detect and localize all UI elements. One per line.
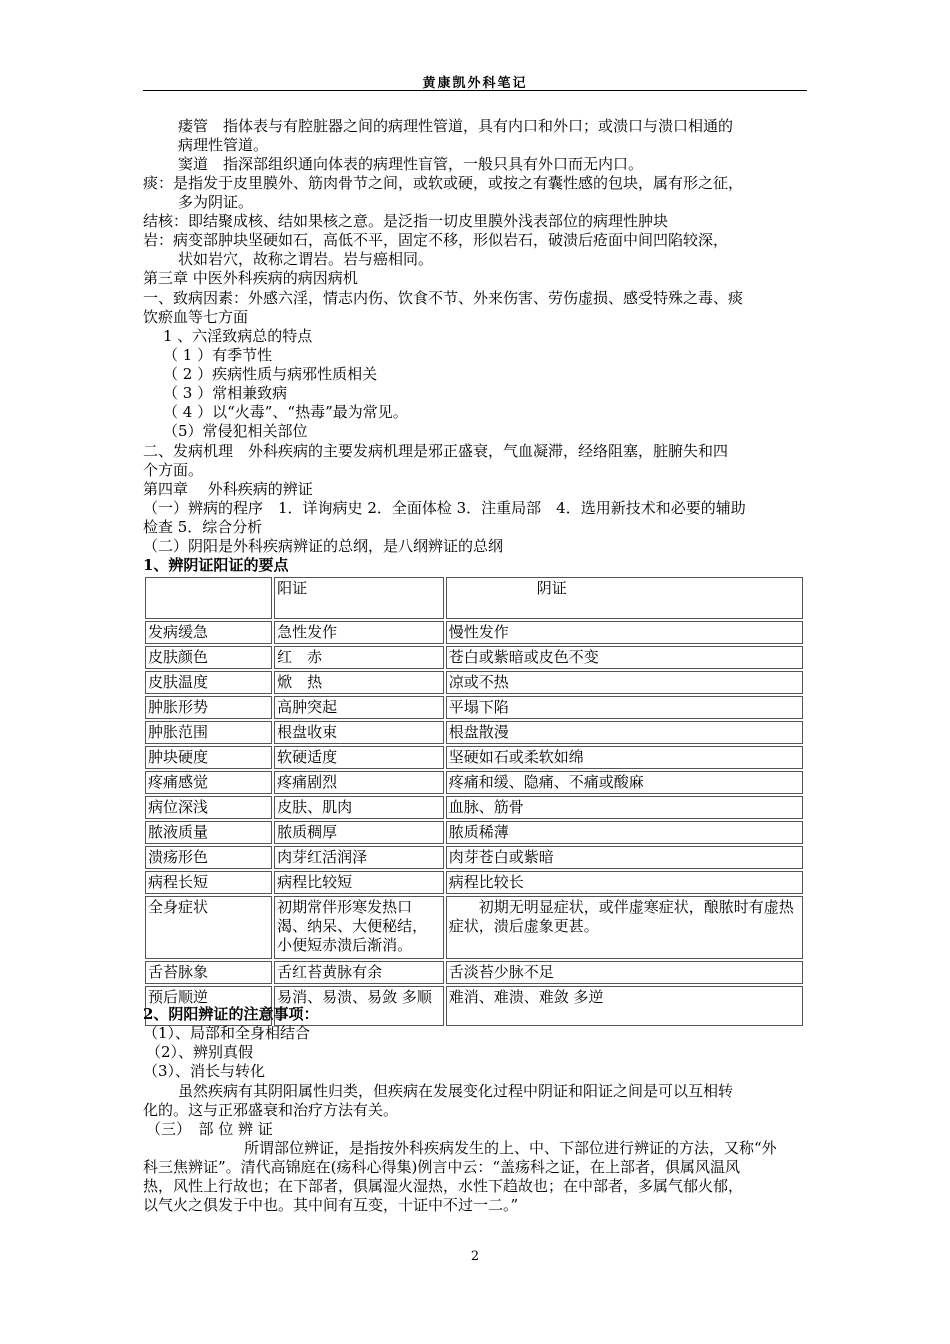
table-row	[145, 671, 803, 694]
table-cell: 坚硬如石或柔软如绵	[446, 746, 803, 769]
table-cell: 初期无明显症状，或伴虚寒症状，酿脓时有虚热症状，溃后虚象更甚。	[446, 896, 803, 959]
paragraph-line: 科三焦辨证”。清代高锦庭在(疡科心得集)例言中云：“盖疡科之证，在上部者，俱属风温风	[143, 1158, 741, 1176]
table-cell: 肉芽苍白或紫暗	[446, 846, 803, 869]
text-line-yin-yang: （二）阴阳是外科疾病辨证的总纲，是八纲辨证的总纲	[143, 537, 504, 555]
table-cell: 疼痛和缓、隐痛、不痛或酸麻	[446, 771, 803, 794]
table-cell: 红 赤	[274, 646, 444, 669]
table-cell: 易消、易溃、易敛 多顺	[274, 986, 444, 1026]
list-item: （1）、局部和全身相结合	[143, 1024, 311, 1042]
header-rule	[143, 90, 807, 91]
text-line-phlegm: 痰：是指发于皮里膜外、筋肉骨节之间，或软或硬，或按之有囊性感的包块，属有形之征，	[143, 174, 744, 192]
table-cell: 血脉、筋骨	[446, 796, 803, 819]
chapter-three-heading: 第三章 中医外科疾病的病因病机	[143, 269, 358, 287]
paragraph-line: 化的。这与正邪盛衰和治疗方法有关。	[143, 1101, 399, 1119]
page-number: 2	[470, 1249, 480, 1264]
text-line: 检查 5．综合分析	[143, 518, 263, 536]
text-line: 病理性管道。	[178, 136, 269, 154]
text-line-sinus: 窦道 指深部组织通向体表的病理性盲管，一般只具有外口而无内口。	[178, 155, 644, 173]
table-cell: 脓质稀薄	[446, 821, 803, 844]
table-cell: 肿胀形势	[145, 696, 272, 719]
table-header-row	[145, 577, 803, 619]
table-row	[145, 621, 803, 644]
table-cell: 预后顺逆	[145, 986, 272, 1026]
table-cell: 难消、难溃、难敛 多逆	[446, 986, 803, 1026]
table-header-cell	[145, 577, 272, 619]
table-row	[145, 696, 803, 719]
table-cell: 疼痛剧烈	[274, 771, 444, 794]
table-row	[145, 746, 803, 769]
list-item: （5）常侵犯相关部位	[163, 422, 308, 440]
table-header-cell: 阴证	[446, 577, 803, 619]
table-cell: 发病缓急	[145, 621, 272, 644]
paragraph-line: 虽然疾病有其阴阳属性归类，但疾病在发展变化过程中阴证和阳证之间是可以互相转	[178, 1082, 734, 1100]
text-line: 个方面。	[143, 461, 204, 479]
text-line-pathogenesis: 二、发病机理 外科疾病的主要发病机理是邪正盛衰，气血凝滞，经络阻塞，脏腑失和四	[143, 442, 729, 460]
table-row	[145, 796, 803, 819]
list-item: （ 4 ）以“火毒”、“热毒”最为常见。	[163, 403, 408, 421]
text-line-nodule: 结核：即结聚成核、结如果核之意。是泛指一切皮里膜外浅表部位的病理性肿块	[143, 212, 669, 230]
text-line-diagnosis-steps: （一）辨病的程序 1．详询病史 2．全面体检 3．注重局部 4．选用新技术和必要的辅助	[143, 499, 746, 517]
paragraph-line: 热，风性上行故也；在下部者，俱属湿火湿热，水性下趋故也；在中部者，多属气郁火郁，	[143, 1177, 744, 1195]
table-cell: 肉芽红活润泽	[274, 846, 444, 869]
table-cell: 焮 热	[274, 671, 444, 694]
table-row	[145, 821, 803, 844]
text-line: 多为阴证。	[178, 193, 254, 211]
text-line-rock: 岩：病变部肿块坚硬如石，高低不平，固定不移，形似岩石，破溃后疮面中间凹陷较深，	[143, 231, 729, 249]
paragraph-line: 所谓部位辨证，是指按外科疾病发生的上、中、下部位进行辨证的方法，又称“外	[244, 1139, 777, 1157]
list-item: （2）、辨别真假	[146, 1043, 254, 1061]
subheading-notes: 2、阴阳辨证的注意事项：	[143, 1005, 319, 1023]
table-cell: 软硬适度	[274, 746, 444, 769]
text-line-fistula: 瘘管 指体表与有腔脏器之间的病理性管道，具有内口和外口；或溃口与溃口相通的	[178, 117, 734, 135]
table-cell: 初期常伴形寒发热口渴、纳呆、大便秘结，小便短赤溃后渐消。	[274, 896, 444, 959]
list-item: （ 3 ）常相兼致病	[163, 384, 288, 402]
table-cell: 苍白或紫暗或皮色不变	[446, 646, 803, 669]
table-cell: 急性发作	[274, 621, 444, 644]
table-cell: 脓液质量	[145, 821, 272, 844]
table-cell: 溃疡形色	[145, 846, 272, 869]
table-cell: 慢性发作	[446, 621, 803, 644]
table-cell: 凉或不热	[446, 671, 803, 694]
table-cell: 疼痛感觉	[145, 771, 272, 794]
page-header-title: 黄康凯外科笔记	[422, 76, 528, 91]
text-line: 饮瘀血等七方面	[143, 308, 249, 326]
table-cell: 根盘收束	[274, 721, 444, 744]
table-row	[145, 721, 803, 744]
paragraph-line: 以气火之俱发于中也。其中间有互变，十证中不过一二。”	[143, 1196, 519, 1214]
table-cell: 高肿突起	[274, 696, 444, 719]
table-row	[145, 846, 803, 869]
yin-yang-table	[143, 575, 805, 1028]
list-item: （ 2 ）疾病性质与病邪性质相关	[163, 365, 378, 383]
table-cell: 舌苔脉象	[145, 961, 272, 984]
table-cell: 肿胀范围	[145, 721, 272, 744]
table-cell: 皮肤颜色	[145, 646, 272, 669]
list-item: （ 1 ）有季节性	[163, 346, 273, 364]
table-cell: 根盘散漫	[446, 721, 803, 744]
text-line: 状如岩穴，故称之谓岩。岩与癌相同。	[178, 250, 434, 268]
table-cell: 肿块硬度	[145, 746, 272, 769]
text-line-causes: 一、致病因素：外感六淫，情志内伤、饮食不节、外来伤害、劳伤虚损、感受特殊之毒、痰	[143, 289, 744, 307]
subheading-yin-yang-points: 1、辨阴证阳证的要点	[143, 556, 289, 574]
section-heading-location: （三） 部 位 辨 证	[146, 1120, 273, 1138]
table-cell: 皮肤、肌肉	[274, 796, 444, 819]
table-cell: 皮肤温度	[145, 671, 272, 694]
table-cell: 舌红苔黄脉有余	[274, 961, 444, 984]
table-row	[145, 896, 803, 959]
table-row	[145, 961, 803, 984]
table-header-cell: 阳证	[274, 577, 444, 619]
table-row	[145, 871, 803, 894]
table-cell: 舌淡苔少脉不足	[446, 961, 803, 984]
table-row	[145, 646, 803, 669]
table-row	[145, 771, 803, 794]
table-cell: 病程长短	[145, 871, 272, 894]
table-cell: 全身症状	[145, 896, 272, 959]
table-cell: 病程比较短	[274, 871, 444, 894]
table-cell: 病位深浅	[145, 796, 272, 819]
table-cell: 病程比较长	[446, 871, 803, 894]
list-item: （3）、消长与转化	[143, 1062, 266, 1080]
table-cell: 脓质稠厚	[274, 821, 444, 844]
table-cell: 平塌下陷	[446, 696, 803, 719]
subheading-six-evils: 1 、六淫致病总的特点	[163, 327, 313, 345]
chapter-four-heading: 第四章 外科疾病的辨证	[143, 480, 313, 498]
